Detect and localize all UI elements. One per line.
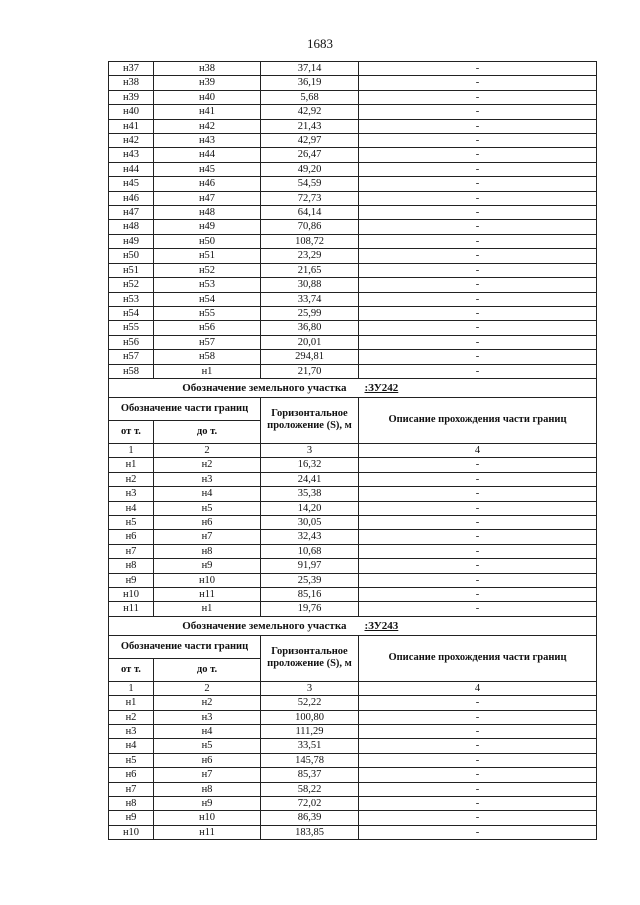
table-cell: н10 bbox=[154, 573, 261, 587]
table-cell: н4 bbox=[154, 725, 261, 739]
header-row bbox=[109, 397, 597, 420]
table-cell: н46 bbox=[109, 191, 154, 205]
table-cell: н6 bbox=[154, 753, 261, 767]
table-cell: н3 bbox=[154, 710, 261, 724]
table-cell: н8 bbox=[109, 559, 154, 573]
parcel-label: Обозначение земельного участка bbox=[109, 616, 359, 635]
table-cell: 21,43 bbox=[261, 119, 359, 133]
table-row bbox=[109, 105, 597, 119]
table-cell: - bbox=[359, 134, 597, 148]
table-cell: н4 bbox=[109, 501, 154, 515]
table-cell: н4 bbox=[154, 487, 261, 501]
table-cell: н8 bbox=[109, 797, 154, 811]
table-cell: 54,59 bbox=[261, 177, 359, 191]
table-cell: н2 bbox=[109, 472, 154, 486]
table-row bbox=[109, 725, 597, 739]
table-cell: - bbox=[359, 710, 597, 724]
table-cell: н41 bbox=[154, 105, 261, 119]
table-cell: 5,68 bbox=[261, 90, 359, 104]
column-number: 1 bbox=[109, 681, 154, 695]
column-number: 4 bbox=[359, 443, 597, 457]
header-from-point: от т. bbox=[109, 658, 154, 681]
table-row bbox=[109, 559, 597, 573]
table-cell: н11 bbox=[109, 602, 154, 616]
table-cell: 10,68 bbox=[261, 544, 359, 558]
column-number-row bbox=[109, 681, 597, 695]
header-horizontal-distance: Горизонтальное проложение (S), м bbox=[261, 397, 359, 443]
table-cell: н56 bbox=[109, 335, 154, 349]
table-cell: - bbox=[359, 544, 597, 558]
table-cell: - bbox=[359, 191, 597, 205]
table-cell: н51 bbox=[154, 249, 261, 263]
parcel-title-row bbox=[109, 616, 597, 635]
table-cell: 52,22 bbox=[261, 696, 359, 710]
table-row bbox=[109, 588, 597, 602]
table-cell: н44 bbox=[109, 162, 154, 176]
table-cell: 21,65 bbox=[261, 263, 359, 277]
table-cell: н53 bbox=[154, 278, 261, 292]
table-cell: - bbox=[359, 782, 597, 796]
header-to-point: до т. bbox=[154, 658, 261, 681]
table-cell: - bbox=[359, 350, 597, 364]
table-row bbox=[109, 292, 597, 306]
table-cell: - bbox=[359, 76, 597, 90]
table-row bbox=[109, 530, 597, 544]
table-cell: н5 bbox=[154, 501, 261, 515]
table-row bbox=[109, 62, 597, 76]
column-number: 4 bbox=[359, 681, 597, 695]
table-cell: н11 bbox=[154, 825, 261, 839]
table-cell: н2 bbox=[154, 458, 261, 472]
table-cell: - bbox=[359, 559, 597, 573]
header-description: Описание прохождения части границ bbox=[359, 397, 597, 443]
table-cell: - bbox=[359, 573, 597, 587]
table-cell: 21,70 bbox=[261, 364, 359, 378]
header-horizontal-distance: Горизонтальное проложение (S), м bbox=[261, 635, 359, 681]
table-row bbox=[109, 811, 597, 825]
table-row bbox=[109, 364, 597, 378]
parcel-id: :ЗУ242 bbox=[359, 378, 597, 397]
table-cell: н3 bbox=[109, 725, 154, 739]
table-cell: н56 bbox=[154, 321, 261, 335]
table-cell: - bbox=[359, 458, 597, 472]
table-cell: - bbox=[359, 90, 597, 104]
table-cell: - bbox=[359, 472, 597, 486]
column-number: 3 bbox=[261, 443, 359, 457]
table-row bbox=[109, 797, 597, 811]
header-description: Описание прохождения части границ bbox=[359, 635, 597, 681]
table-cell: 32,43 bbox=[261, 530, 359, 544]
table-cell: - bbox=[359, 177, 597, 191]
table-cell: н11 bbox=[154, 588, 261, 602]
table-row bbox=[109, 148, 597, 162]
table-cell: - bbox=[359, 206, 597, 220]
table-row bbox=[109, 696, 597, 710]
table-cell: н51 bbox=[109, 263, 154, 277]
table-cell: н58 bbox=[109, 364, 154, 378]
table-row bbox=[109, 710, 597, 724]
table-row bbox=[109, 234, 597, 248]
table-cell: 85,16 bbox=[261, 588, 359, 602]
table-row bbox=[109, 191, 597, 205]
table-cell: 33,51 bbox=[261, 739, 359, 753]
table-row bbox=[109, 278, 597, 292]
table-cell: - bbox=[359, 278, 597, 292]
table-cell: - bbox=[359, 306, 597, 320]
table-cell: н48 bbox=[154, 206, 261, 220]
table-cell: н9 bbox=[154, 559, 261, 573]
table-cell: н38 bbox=[109, 76, 154, 90]
table-cell: - bbox=[359, 797, 597, 811]
table-cell: н44 bbox=[154, 148, 261, 162]
table-row bbox=[109, 76, 597, 90]
table-cell: 86,39 bbox=[261, 811, 359, 825]
table-cell: н43 bbox=[154, 134, 261, 148]
table-cell: н6 bbox=[154, 515, 261, 529]
table-cell: 16,32 bbox=[261, 458, 359, 472]
table-row bbox=[109, 134, 597, 148]
table-row bbox=[109, 206, 597, 220]
table-cell: н2 bbox=[109, 710, 154, 724]
table-cell: н43 bbox=[109, 148, 154, 162]
table-cell: н6 bbox=[109, 530, 154, 544]
table-cell: - bbox=[359, 588, 597, 602]
table-cell: н3 bbox=[154, 472, 261, 486]
header-from-point: от т. bbox=[109, 420, 154, 443]
table-cell: н57 bbox=[109, 350, 154, 364]
table-cell: - bbox=[359, 105, 597, 119]
table-cell: - bbox=[359, 753, 597, 767]
table-cell: н52 bbox=[154, 263, 261, 277]
header-to-point: до т. bbox=[154, 420, 261, 443]
table-cell: - bbox=[359, 62, 597, 76]
table-row bbox=[109, 162, 597, 176]
table-cell: н10 bbox=[109, 588, 154, 602]
table-cell: н47 bbox=[109, 206, 154, 220]
table-cell: 36,19 bbox=[261, 76, 359, 90]
table-row bbox=[109, 263, 597, 277]
table-cell: н8 bbox=[154, 544, 261, 558]
table-cell: н9 bbox=[109, 573, 154, 587]
table-row bbox=[109, 768, 597, 782]
table-row bbox=[109, 321, 597, 335]
column-number: 2 bbox=[154, 681, 261, 695]
table-cell: 35,38 bbox=[261, 487, 359, 501]
table-row bbox=[109, 220, 597, 234]
table-cell: 70,86 bbox=[261, 220, 359, 234]
page-number: 1683 bbox=[307, 36, 333, 51]
table-row bbox=[109, 458, 597, 472]
table-cell: 85,37 bbox=[261, 768, 359, 782]
table-cell: 33,74 bbox=[261, 292, 359, 306]
table-cell: н55 bbox=[109, 321, 154, 335]
table-cell: - bbox=[359, 148, 597, 162]
parcel-id: :ЗУ243 bbox=[359, 616, 597, 635]
table-row bbox=[109, 573, 597, 587]
table-cell: н39 bbox=[109, 90, 154, 104]
table-cell: н5 bbox=[109, 515, 154, 529]
table-cell: н2 bbox=[154, 696, 261, 710]
table-cell: н7 bbox=[109, 544, 154, 558]
table-cell: н42 bbox=[109, 134, 154, 148]
table-row bbox=[109, 249, 597, 263]
table-cell: - bbox=[359, 220, 597, 234]
boundary-table bbox=[108, 61, 597, 840]
table-cell: н8 bbox=[154, 782, 261, 796]
table-row bbox=[109, 335, 597, 349]
parcel-title-row bbox=[109, 378, 597, 397]
table-cell: н48 bbox=[109, 220, 154, 234]
table-cell: 100,80 bbox=[261, 710, 359, 724]
table-cell: н49 bbox=[154, 220, 261, 234]
table-row bbox=[109, 544, 597, 558]
table-cell: 25,99 bbox=[261, 306, 359, 320]
table-cell: н47 bbox=[154, 191, 261, 205]
table-cell: н7 bbox=[109, 782, 154, 796]
table-cell: н49 bbox=[109, 234, 154, 248]
table-cell: 183,85 bbox=[261, 825, 359, 839]
table-cell: н1 bbox=[154, 364, 261, 378]
header-part-boundaries: Обозначение части границ bbox=[109, 397, 261, 420]
table-cell: н55 bbox=[154, 306, 261, 320]
table-cell: 111,29 bbox=[261, 725, 359, 739]
table-row bbox=[109, 90, 597, 104]
table-cell: 108,72 bbox=[261, 234, 359, 248]
table-cell: н54 bbox=[154, 292, 261, 306]
table-cell: - bbox=[359, 364, 597, 378]
table-cell: - bbox=[359, 249, 597, 263]
table-row bbox=[109, 515, 597, 529]
table-cell: - bbox=[359, 162, 597, 176]
table-cell: н4 bbox=[109, 739, 154, 753]
table-cell: - bbox=[359, 725, 597, 739]
table-cell: н5 bbox=[154, 739, 261, 753]
table-row bbox=[109, 177, 597, 191]
table-cell: н45 bbox=[154, 162, 261, 176]
table-cell: н9 bbox=[109, 811, 154, 825]
table-row bbox=[109, 825, 597, 839]
table-cell: - bbox=[359, 487, 597, 501]
table-cell: - bbox=[359, 119, 597, 133]
table-cell: 42,92 bbox=[261, 105, 359, 119]
table-cell: - bbox=[359, 811, 597, 825]
table-cell: н1 bbox=[154, 602, 261, 616]
table-cell: н6 bbox=[109, 768, 154, 782]
table-cell: н42 bbox=[154, 119, 261, 133]
table-cell: н10 bbox=[109, 825, 154, 839]
table-cell: 64,14 bbox=[261, 206, 359, 220]
table-cell: 294,81 bbox=[261, 350, 359, 364]
table-row bbox=[109, 501, 597, 515]
table-cell: - bbox=[359, 501, 597, 515]
table-cell: н50 bbox=[109, 249, 154, 263]
table-cell: - bbox=[359, 739, 597, 753]
table-cell: 20,01 bbox=[261, 335, 359, 349]
table-cell: 58,22 bbox=[261, 782, 359, 796]
table-cell: 72,02 bbox=[261, 797, 359, 811]
column-number-row bbox=[109, 443, 597, 457]
table-cell: - bbox=[359, 515, 597, 529]
table-cell: 26,47 bbox=[261, 148, 359, 162]
table-cell: н7 bbox=[154, 768, 261, 782]
column-number: 3 bbox=[261, 681, 359, 695]
table-cell: н45 bbox=[109, 177, 154, 191]
table-cell: н10 bbox=[154, 811, 261, 825]
boundary-table-body bbox=[109, 62, 597, 840]
table-cell: - bbox=[359, 768, 597, 782]
table-cell: н58 bbox=[154, 350, 261, 364]
table-cell: н3 bbox=[109, 487, 154, 501]
table-cell: н41 bbox=[109, 119, 154, 133]
table-cell: 23,29 bbox=[261, 249, 359, 263]
table-row bbox=[109, 739, 597, 753]
table-cell: - bbox=[359, 321, 597, 335]
table-cell: 72,73 bbox=[261, 191, 359, 205]
table-cell: - bbox=[359, 602, 597, 616]
header-part-boundaries: Обозначение части границ bbox=[109, 635, 261, 658]
table-cell: н53 bbox=[109, 292, 154, 306]
header-row bbox=[109, 635, 597, 658]
table-cell: 25,39 bbox=[261, 573, 359, 587]
table-cell: 30,05 bbox=[261, 515, 359, 529]
table-cell: - bbox=[359, 335, 597, 349]
table-cell: н57 bbox=[154, 335, 261, 349]
table-cell: н37 bbox=[109, 62, 154, 76]
table-row bbox=[109, 119, 597, 133]
table-cell: н39 bbox=[154, 76, 261, 90]
table-cell: н40 bbox=[109, 105, 154, 119]
table-cell: н54 bbox=[109, 306, 154, 320]
table-row bbox=[109, 602, 597, 616]
table-cell: 91,97 bbox=[261, 559, 359, 573]
table-cell: 14,20 bbox=[261, 501, 359, 515]
table-row bbox=[109, 306, 597, 320]
table-row bbox=[109, 472, 597, 486]
table-cell: - bbox=[359, 263, 597, 277]
column-number: 1 bbox=[109, 443, 154, 457]
table-cell: н1 bbox=[109, 696, 154, 710]
table-cell: 19,76 bbox=[261, 602, 359, 616]
table-cell: 42,97 bbox=[261, 134, 359, 148]
table-cell: 24,41 bbox=[261, 472, 359, 486]
table-cell: н1 bbox=[109, 458, 154, 472]
table-cell: - bbox=[359, 825, 597, 839]
table-row bbox=[109, 782, 597, 796]
table-cell: - bbox=[359, 234, 597, 248]
table-cell: н7 bbox=[154, 530, 261, 544]
table-cell: н5 bbox=[109, 753, 154, 767]
table-cell: 30,88 bbox=[261, 278, 359, 292]
table-cell: н38 bbox=[154, 62, 261, 76]
table-cell: - bbox=[359, 292, 597, 306]
table-cell: 36,80 bbox=[261, 321, 359, 335]
table-cell: - bbox=[359, 696, 597, 710]
table-cell: н40 bbox=[154, 90, 261, 104]
table-cell: н46 bbox=[154, 177, 261, 191]
table-cell: - bbox=[359, 530, 597, 544]
table-cell: 145,78 bbox=[261, 753, 359, 767]
table-cell: 49,20 bbox=[261, 162, 359, 176]
table-cell: н52 bbox=[109, 278, 154, 292]
table-cell: н50 bbox=[154, 234, 261, 248]
parcel-label: Обозначение земельного участка bbox=[109, 378, 359, 397]
table-row bbox=[109, 350, 597, 364]
table-row bbox=[109, 487, 597, 501]
table-cell: н9 bbox=[154, 797, 261, 811]
table-row bbox=[109, 753, 597, 767]
table-cell: 37,14 bbox=[261, 62, 359, 76]
column-number: 2 bbox=[154, 443, 261, 457]
